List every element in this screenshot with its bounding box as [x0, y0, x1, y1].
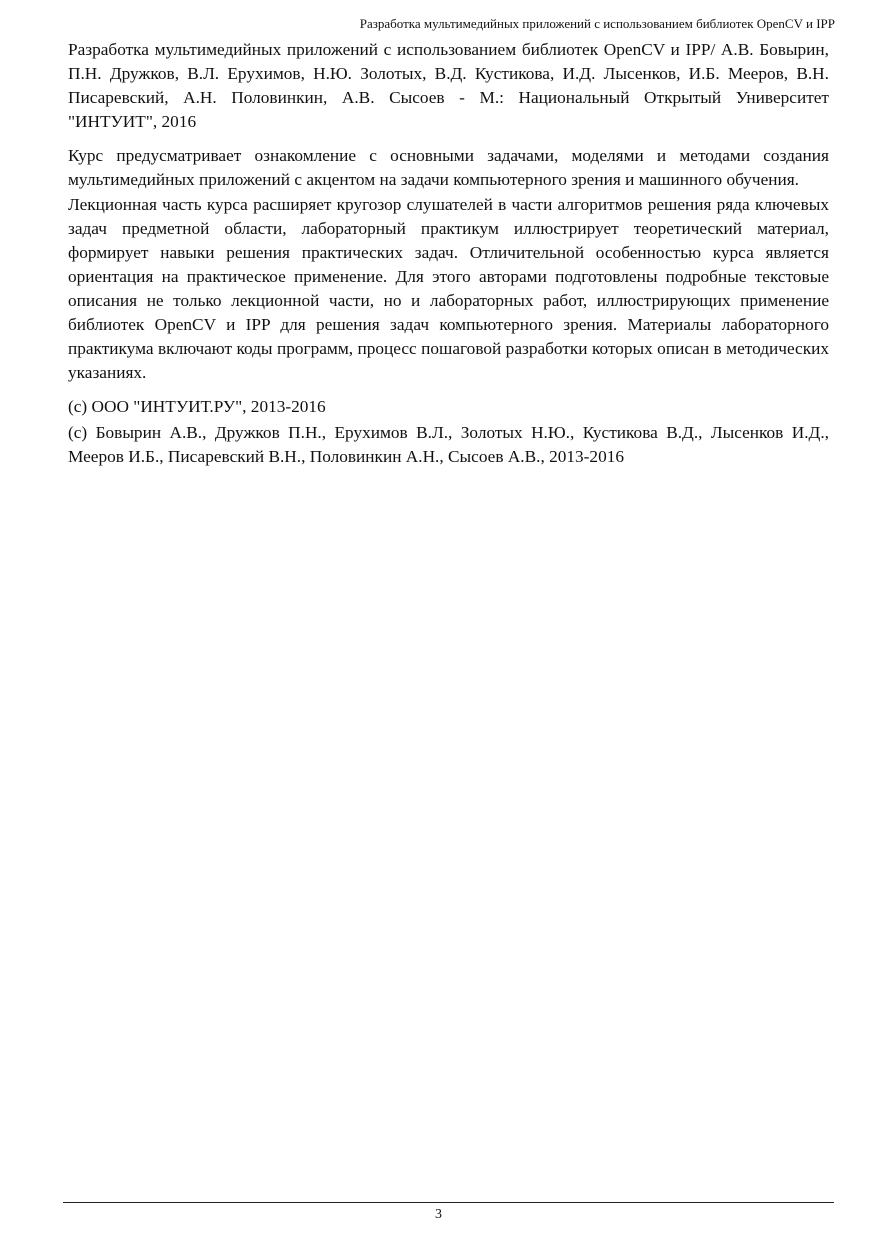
course-description-paragraph: Лекционная часть курса расширяет кругозор слушателей в части алгоритмов решения ряда ключевых задач предметной области, лабораторный практикум иллюстрирует теоретический материал, формирует навыки решения практических задач. Отличительной особенностью курса является ориентация на практическое применение. Для этого авторами подготовлены подробные текстовые описания не только лекционной части, но и лабораторных работ, иллюстрирующих применение библиотек OpenCV и IPP для решения задач компьютерного зрения. Материалы лабораторного практикума включают коды программ, процесс пошаговой разработки которых описан в методических указаниях.	[68, 195, 829, 382]
copyright-line-authors: (с) Бовырин А.В., Дружков П.Н., Ерухимов В.Л., Золотых Н.Ю., Кустикова В.Д., Лысенков И.Д., Мееров И.Б., Писаревский В.Н., Половинкин А.Н., Сысоев А.В., 2013-2016	[68, 423, 829, 466]
running-header: Разработка мультимедийных приложений с использованием библиотек OpenCV и IPP	[359, 16, 835, 31]
page-number: 3	[435, 1207, 442, 1222]
page-body	[68, 38, 829, 469]
copyright-line-publisher: (с) ООО "ИНТУИТ.РУ", 2013-2016	[68, 397, 326, 416]
course-description-paragraph: Курс предусматривает ознакомление с основными задачами, моделями и методами создания мультимедийных приложений с акцентом на задачи компьютерного зрения и машинного обучения.	[68, 146, 829, 189]
footer-divider	[63, 1202, 834, 1203]
bibliographic-citation: Разработка мультимедийных приложений с использованием библиотек OpenCV и IPP/ А.В. Бовырин, П.Н. Дружков, В.Л. Ерухимов, Н.Ю. Золотых, В.Д. Кустикова, И.Д. Лысенков, И.Б. Мееров, В.Н. Писаревский, А.Н. Половинкин, А.В. Сысоев - М.: Национальный Открытый Университет "ИНТУИТ", 2016	[68, 40, 829, 131]
